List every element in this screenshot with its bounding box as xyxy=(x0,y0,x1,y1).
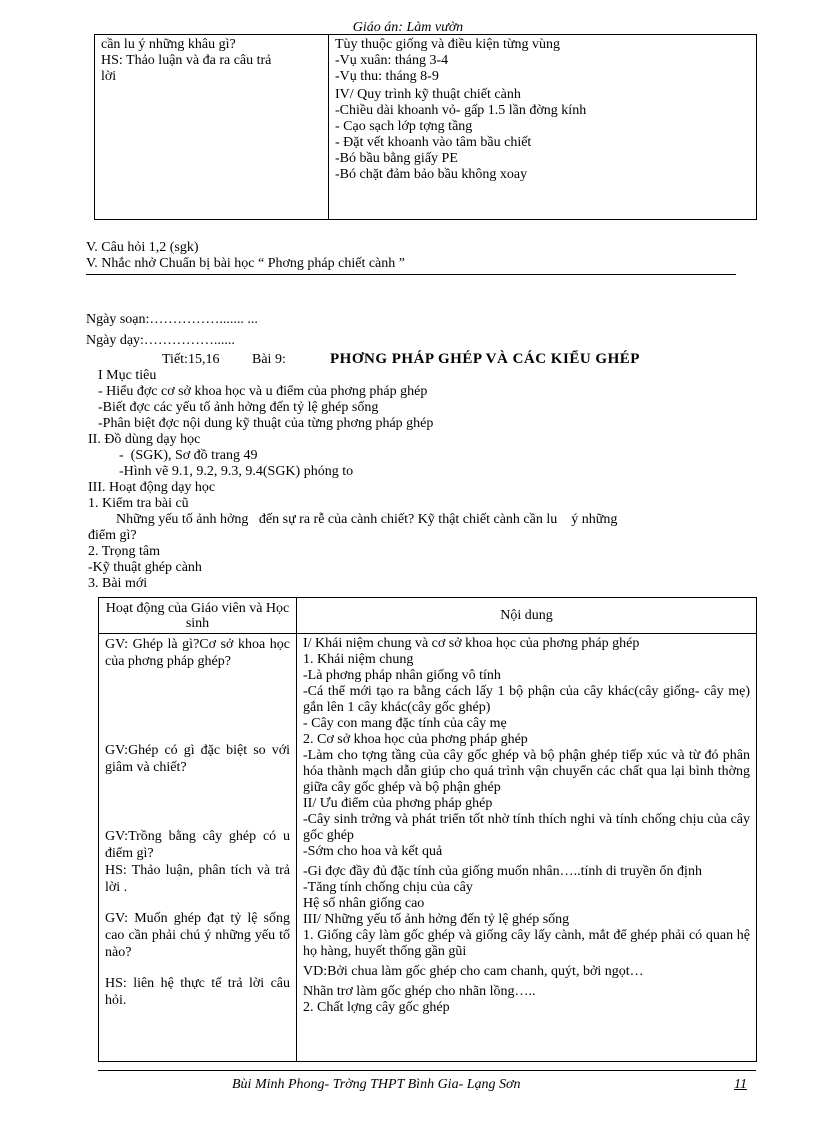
content-line: VD:Bởi chua làm gốc ghép cho cam chanh, quýt, bởi ngọt… xyxy=(303,964,644,979)
body-line: -Phân biệt đợc nội dung kỹ thuật của từng phơng pháp ghép xyxy=(98,416,434,431)
body-line: -Biết đợc các yếu tố ảnh hởng đến tỷ lệ ghép sống xyxy=(98,400,379,415)
content-line: Hệ số nhân giống cao xyxy=(303,896,425,911)
body-line: - (SGK), Sơ đồ trang 49 xyxy=(98,448,258,463)
content-line: 1. Giống cây làm gốc ghép và giống cây lấy cành, mắt để ghép phải có quan hệ họ hàng, huyết thống gần gũi xyxy=(303,928,750,959)
body-line: I Mục tiêu xyxy=(98,368,157,383)
content-line: - Cây con mang đặc tính của cây mẹ xyxy=(303,716,507,731)
body-line: 2. Trọng tâm xyxy=(88,544,160,559)
content-line: III/ Những yếu tố ảnh hởng đến tỷ lệ ghép sống xyxy=(303,912,570,927)
activity-block: GV: Ghép là gì?Cơ sở khoa học của phơng pháp ghép? xyxy=(105,637,290,669)
divider-line xyxy=(86,274,736,275)
top-right-line: -Bó bầu bằng giấy PE xyxy=(335,151,458,166)
top-right-line: Tùy thuộc giống và điều kiện từng vùng xyxy=(335,37,560,52)
activity-block: HS: liên hệ thực tế trả lời câu hỏi. xyxy=(105,976,290,1008)
content-line: 2. Cơ sở khoa học của phơng pháp ghép xyxy=(303,732,528,747)
content-line: Nhãn trơ làm gốc ghép cho nhãn lồng….. xyxy=(303,984,536,999)
top-right-line: -Vụ xuân: tháng 3-4 xyxy=(335,53,449,68)
top-right-line: - Đặt vết khoanh vào tâm bầu chiết xyxy=(335,135,532,150)
top-right-line: -Vụ thu: tháng 8-9 xyxy=(335,69,439,84)
lesson-title: PHƠNG PHÁP GHÉP VÀ CÁC KIỂU GHÉP xyxy=(330,351,640,367)
body-line: II. Đồ dùng dạy học xyxy=(88,432,201,447)
activity-block: HS: Thảo luận, phân tích và trả lời . xyxy=(105,863,290,895)
header-content: Nội dung xyxy=(297,598,757,634)
top-table-right-cell xyxy=(329,35,757,220)
activity-block: GV: Muốn ghép đạt tỷ lệ sống cao cần phải chú ý những yếu tố nào? xyxy=(105,911,290,960)
section-v-reminder: V. Nhắc nhở Chuẩn bị bài học “ Phơng pháp chiết cành ” xyxy=(86,256,405,271)
top-table xyxy=(94,34,757,220)
section-v-questions: V. Câu hỏi 1,2 (sgk) xyxy=(86,240,199,255)
content-line: -Sớm cho hoa và kết quả xyxy=(303,844,443,859)
top-right-line: IV/ Quy trình kỹ thuật chiết cành xyxy=(335,87,521,102)
ngay-soan: Ngày soạn:……………....... ... xyxy=(86,312,258,327)
footer-author: Bùi Minh Phong- Trờng THPT Bình Gia- Lạng Sơn xyxy=(232,1077,521,1092)
content-line: I/ Khái niệm chung và cơ sở khoa học của phơng pháp ghép xyxy=(303,636,640,651)
body-line: III. Hoạt động dạy học xyxy=(88,480,216,495)
ngay-day: Ngày dạy:……………...... xyxy=(86,333,235,348)
content-line: -Cây sinh trởng và phát triển tốt nhờ tính thích nghi và tính chống chịu của cây gốc ghép xyxy=(303,812,750,843)
top-left-line: lời xyxy=(101,69,117,84)
body-line: điểm gì? xyxy=(88,528,137,543)
content-line: -Tăng tính chống chịu của cây xyxy=(303,880,473,895)
tiet-label: Tiết:15,16 xyxy=(162,352,220,367)
content-line: 2. Chất lợng cây gốc ghép xyxy=(303,1000,450,1015)
page-number: 11 xyxy=(734,1077,747,1092)
top-right-line: -Chiều dài khoanh vỏ- gấp 1.5 lần đờng kính xyxy=(335,103,587,118)
content-cell xyxy=(297,634,757,1062)
page-header: Giáo án: Làm vườn xyxy=(352,20,464,35)
body-line: -Kỹ thuật ghép cành xyxy=(88,560,202,575)
body-line: Những yếu tố ảnh hởng đến sự ra rễ của cành chiết? Kỹ thật chiết cành cần lu ý những xyxy=(88,512,618,527)
content-line: -Là phơng pháp nhân giống vô tính xyxy=(303,668,501,683)
content-line: -Gi đợc đầy đủ đặc tính của giống muốn nhân…..tính di truyền ổn định xyxy=(303,864,702,879)
top-right-line: -Bó chặt đảm bảo bầu không xoay xyxy=(335,167,528,182)
top-left-line: HS: Thảo luận và đa ra câu trả xyxy=(101,53,272,68)
top-right-line: - Cạo sạch lớp tợng tầng xyxy=(335,119,473,134)
lesson-body xyxy=(88,368,618,592)
activity-block: GV:Ghép có gì đặc biệt so với giâm và chiết? xyxy=(105,743,290,775)
content-line: -Làm cho tợng tầng của cây gốc ghép và bộ phận ghép tiếp xúc và từ đó phân hóa thành mạch dẫn giúp cho quá trình vận chuyển các chất qua lại bình thờng giữa cây gốc ghép và bộ phận ghép xyxy=(303,748,750,795)
body-line: -Hình vẽ 9.1, 9.2, 9.3, 9.4(SGK) phóng to xyxy=(98,464,354,479)
top-left-line: cần lu ý những khâu gì? xyxy=(101,37,236,52)
body-line: 3. Bài mới xyxy=(88,576,148,591)
main-table xyxy=(98,597,757,1062)
content-line: II/ Ưu điểm của phơng pháp ghép xyxy=(303,796,493,811)
content-line: 1. Khái niệm chung xyxy=(303,652,414,667)
top-table-left-cell xyxy=(95,35,329,220)
body-line: - Hiểu đợc cơ sở khoa học và u điểm của phơng pháp ghép xyxy=(98,384,428,399)
activity-block: GV:Trồng bằng cây ghép có u điểm gì? xyxy=(105,829,290,861)
footer-rule xyxy=(98,1070,756,1071)
activities-cell xyxy=(99,634,297,1062)
body-line: 1. Kiểm tra bài cũ xyxy=(88,496,189,511)
header-activities: Hoạt động của Giáo viên và Học sinh xyxy=(99,598,297,634)
content-line: -Cá thể mới tạo ra bằng cách lấy 1 bộ phận của cây khác(cây giống- cây mẹ) gắn lên 1 cây khác(cây gốc ghép) xyxy=(303,684,750,715)
bai-label: Bài 9: xyxy=(252,352,286,367)
